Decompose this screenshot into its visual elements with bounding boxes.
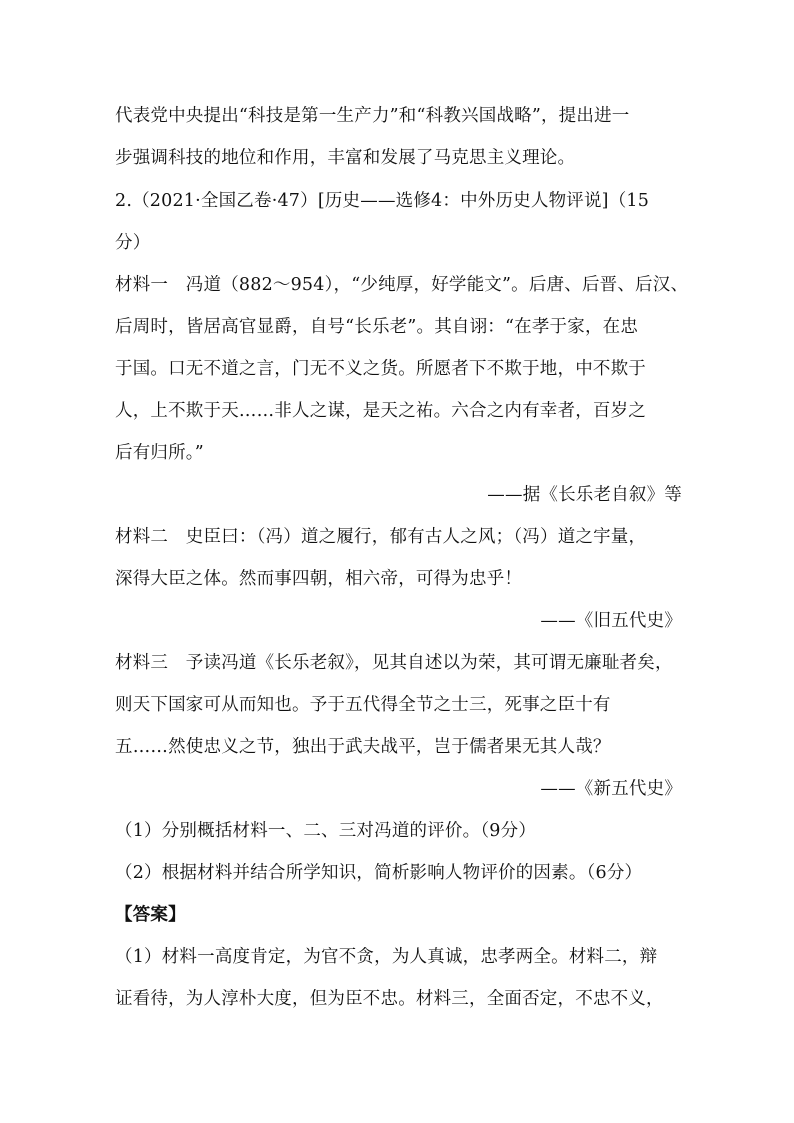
material-two-line: 材料二 史臣曰：（冯）道之履行，郁有古人之风；（冯）道之宇量， — [115, 527, 647, 547]
sub-question: （1）分别概括材料一、二、三对冯道的评价。（9分） — [115, 821, 537, 841]
answer-line: 证看待，为人淳朴大度，但为臣不忠。材料三，全面否定，不忠不义， — [115, 989, 664, 1009]
material-three-line: 五……然使忠义之节，独出于武夫战平，岂于儒者果无其人哉？ — [115, 737, 611, 757]
material-two-line: 深得大臣之体。然而事四朝，相六帝，可得为忠乎！ — [115, 569, 523, 589]
answer-heading: 【答案】 — [115, 905, 186, 925]
source-citation: ——《新五代史》 — [540, 779, 682, 799]
material-one-line: 后有归所。” — [115, 443, 204, 463]
material-one-line: 材料一 冯道（882～954），“少纯厚，好学能文”。后唐、后晋、后汉、 — [115, 275, 689, 295]
sub-question: （2）根据材料并结合所学知识，简析影响人物评价的因素。（6分） — [115, 863, 643, 883]
text-line: 步强调科技的地位和作用，丰富和发展了马克思主义理论。 — [115, 148, 576, 168]
question-line: 2.（2021·全国乙卷·47）[历史——选修4：中外历史人物评说]（15 — [115, 191, 650, 211]
question-line: 分） — [115, 233, 151, 253]
text-line: 代表党中央提出“科技是第一生产力”和“科教兴国战略”，提出进一 — [115, 106, 630, 126]
material-three-line: 则天下国家可从而知也。予于五代得全节之士三，死事之臣十有 — [115, 695, 611, 715]
material-one-line: 后周时，皆居高官显爵，自号“长乐老”。其自诩：“在孝于家，在忠 — [115, 317, 639, 337]
source-citation: ——《旧五代史》 — [540, 611, 682, 631]
material-one-line: 于国。口无不道之言，门无不义之货。所愿者下不欺于地，中不欺于 — [115, 359, 646, 379]
material-three-line: 材料三 予读冯道《长乐老叙》，见其自述以为荣，其可谓无廉耻者矣， — [115, 653, 673, 673]
answer-line: （1）材料一高度肯定，为官不贪，为人真诚，忠孝两全。材料二，辩 — [115, 947, 658, 967]
source-citation: ——据《长乐老自叙》等 — [487, 485, 682, 505]
material-one-line: 人，上不欺于天……非人之谋，是天之祐。六合之内有幸者，百岁之 — [115, 401, 646, 421]
